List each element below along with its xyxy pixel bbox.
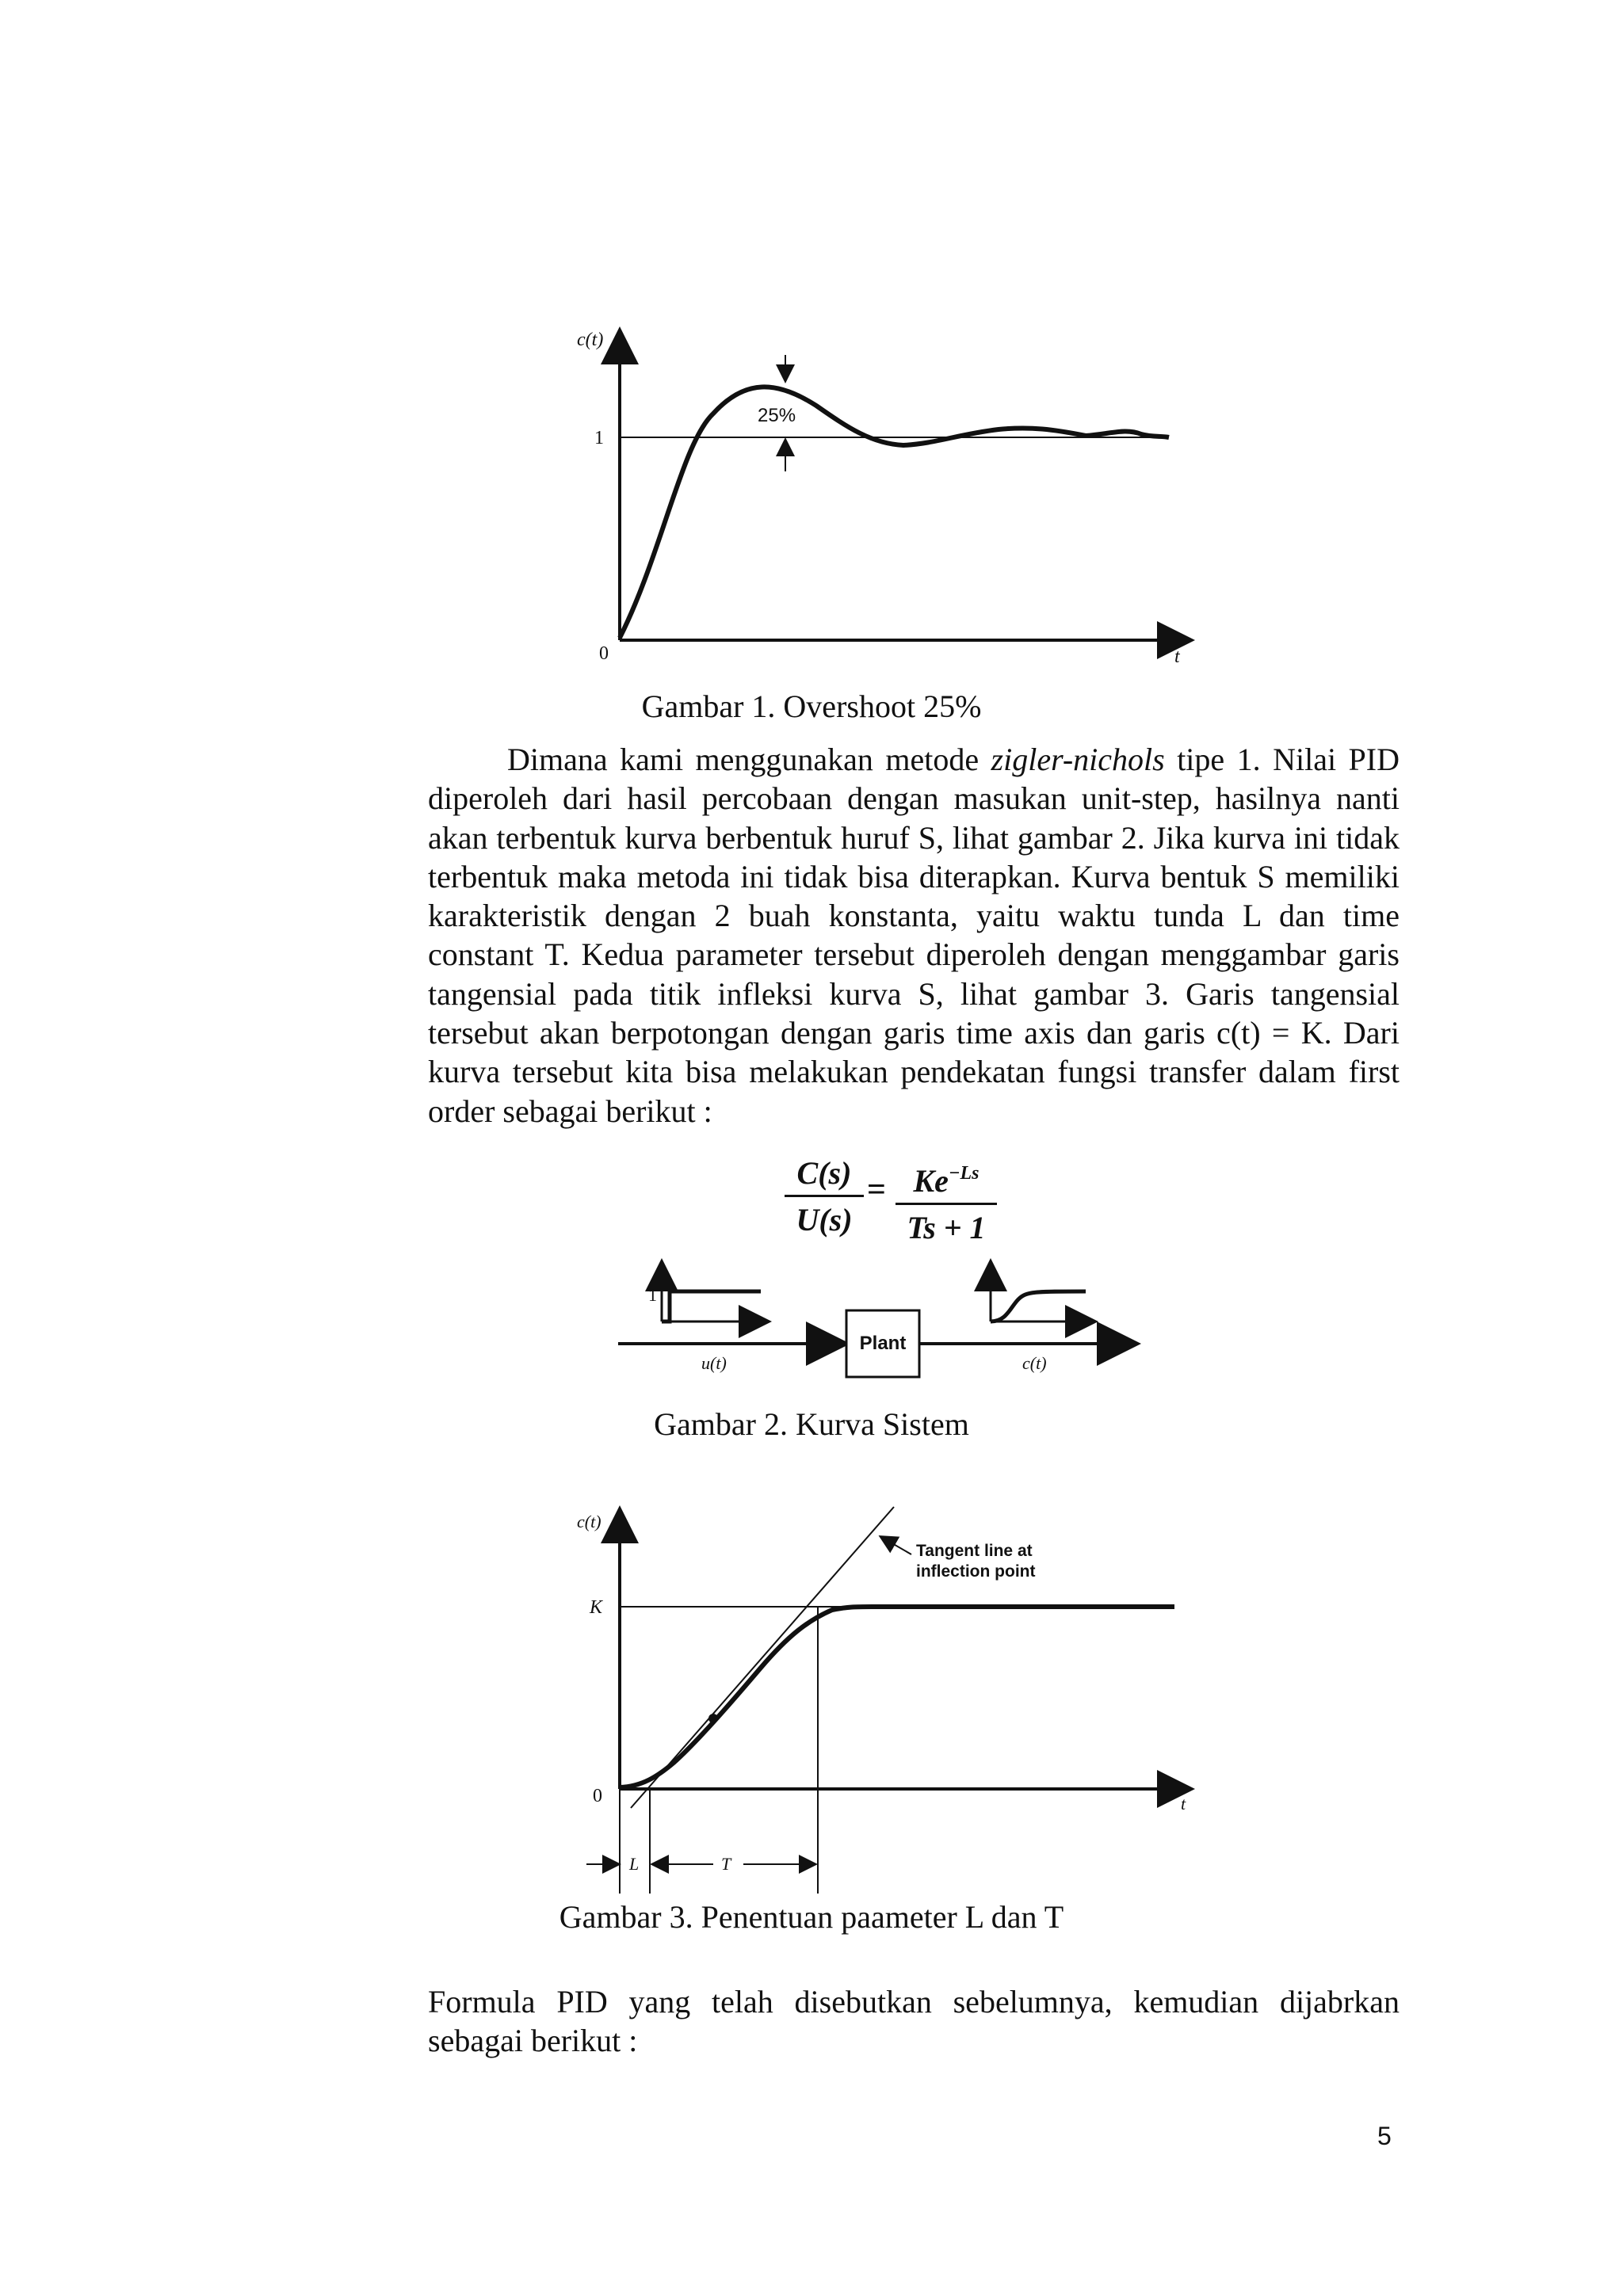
plant-block-label: Plant: [859, 1333, 907, 1354]
formula-lhs-numerator: C(s): [796, 1155, 852, 1191]
origin-label: 0: [593, 1786, 602, 1806]
page-number: 5: [1377, 2122, 1392, 2150]
formula-equals: =: [867, 1172, 886, 1208]
figure-2-caption: Gambar 2. Kurva Sistem: [654, 1406, 969, 1442]
input-step-level-label: 1: [648, 1285, 657, 1305]
body-paragraph-1: [428, 740, 1400, 1131]
level-1-label: 1: [594, 428, 604, 448]
formula-rhs-denominator: Ts + 1: [907, 1210, 986, 1245]
annotation-line-1: Tangent line at: [916, 1542, 1033, 1560]
formula-rhs-exponent: −Ls: [948, 1163, 980, 1184]
inflection-point: [708, 1714, 718, 1723]
figure-1-caption: Gambar 1. Overshoot 25%: [641, 688, 982, 724]
y-axis-label: c(t): [577, 1512, 601, 1531]
figure-3-s-curve: [571, 1489, 1205, 1901]
step-response-curve: [620, 387, 1169, 638]
para1-text-b: tipe 1. Nilai PID diperoleh dari hasil percobaan dengan masukan unit-step, hasilnya nanti akan terbentuk kurva berbentuk huruf S, lihat gambar 2. Jika kurva ini tidak terbentuk maka metoda ini tidak bisa diterapkan. Kurva bentuk S memiliki karakteristik dengan 2 buah konstanta, yaitu waktu tunda L dan time constant T. Kedua parameter tersebut diperoleh dengan menggambar garis tangensial pada titik infleksi kurva S, lihat gambar 3. Garis tangensial tersebut akan berpotongan dengan garis time axis dan garis c(t) = K. Dari kurva tersebut kita bisa melakukan pendekatan fungsi transfer dalam first order sebagai berikut :: [428, 742, 1400, 1129]
s-curve-response: [620, 1607, 1174, 1787]
y-axis-label: c(t): [577, 330, 604, 350]
figure-3-caption: Gambar 3. Penentuan paameter L dan T: [559, 1899, 1064, 1935]
input-signal-label: u(t): [701, 1353, 727, 1373]
formula-lhs-denominator: U(s): [796, 1202, 853, 1238]
x-axis-label: t: [1181, 1794, 1186, 1814]
overshoot-label: 25%: [758, 405, 796, 426]
para1-text-a: Dimana kami menggunakan metode: [507, 742, 991, 777]
t-label: T: [721, 1854, 731, 1874]
output-signal-label: c(t): [1022, 1353, 1047, 1373]
para1-method-name: zigler-nichols: [991, 742, 1165, 777]
k-label: K: [590, 1597, 603, 1618]
input-step-signal: [662, 1291, 761, 1322]
formula-rhs-numerator: Ke: [913, 1163, 949, 1199]
annotation-line-2: inflection point: [916, 1562, 1036, 1581]
l-label: L: [629, 1854, 640, 1874]
annotation-pointer: [881, 1537, 911, 1554]
body-paragraph-2: Formula PID yang telah disebutkan sebelumnya, kemudian dijabrkan sebagai berikut :: [428, 1984, 1400, 2059]
transfer-function-formula: [785, 1149, 999, 1244]
x-axis-label: t: [1174, 646, 1180, 667]
figure-1-overshoot: [555, 317, 1236, 681]
output-response-signal: [991, 1291, 1086, 1322]
figure-2-plant-diagram: [610, 1252, 1157, 1386]
origin-label: 0: [599, 643, 609, 664]
